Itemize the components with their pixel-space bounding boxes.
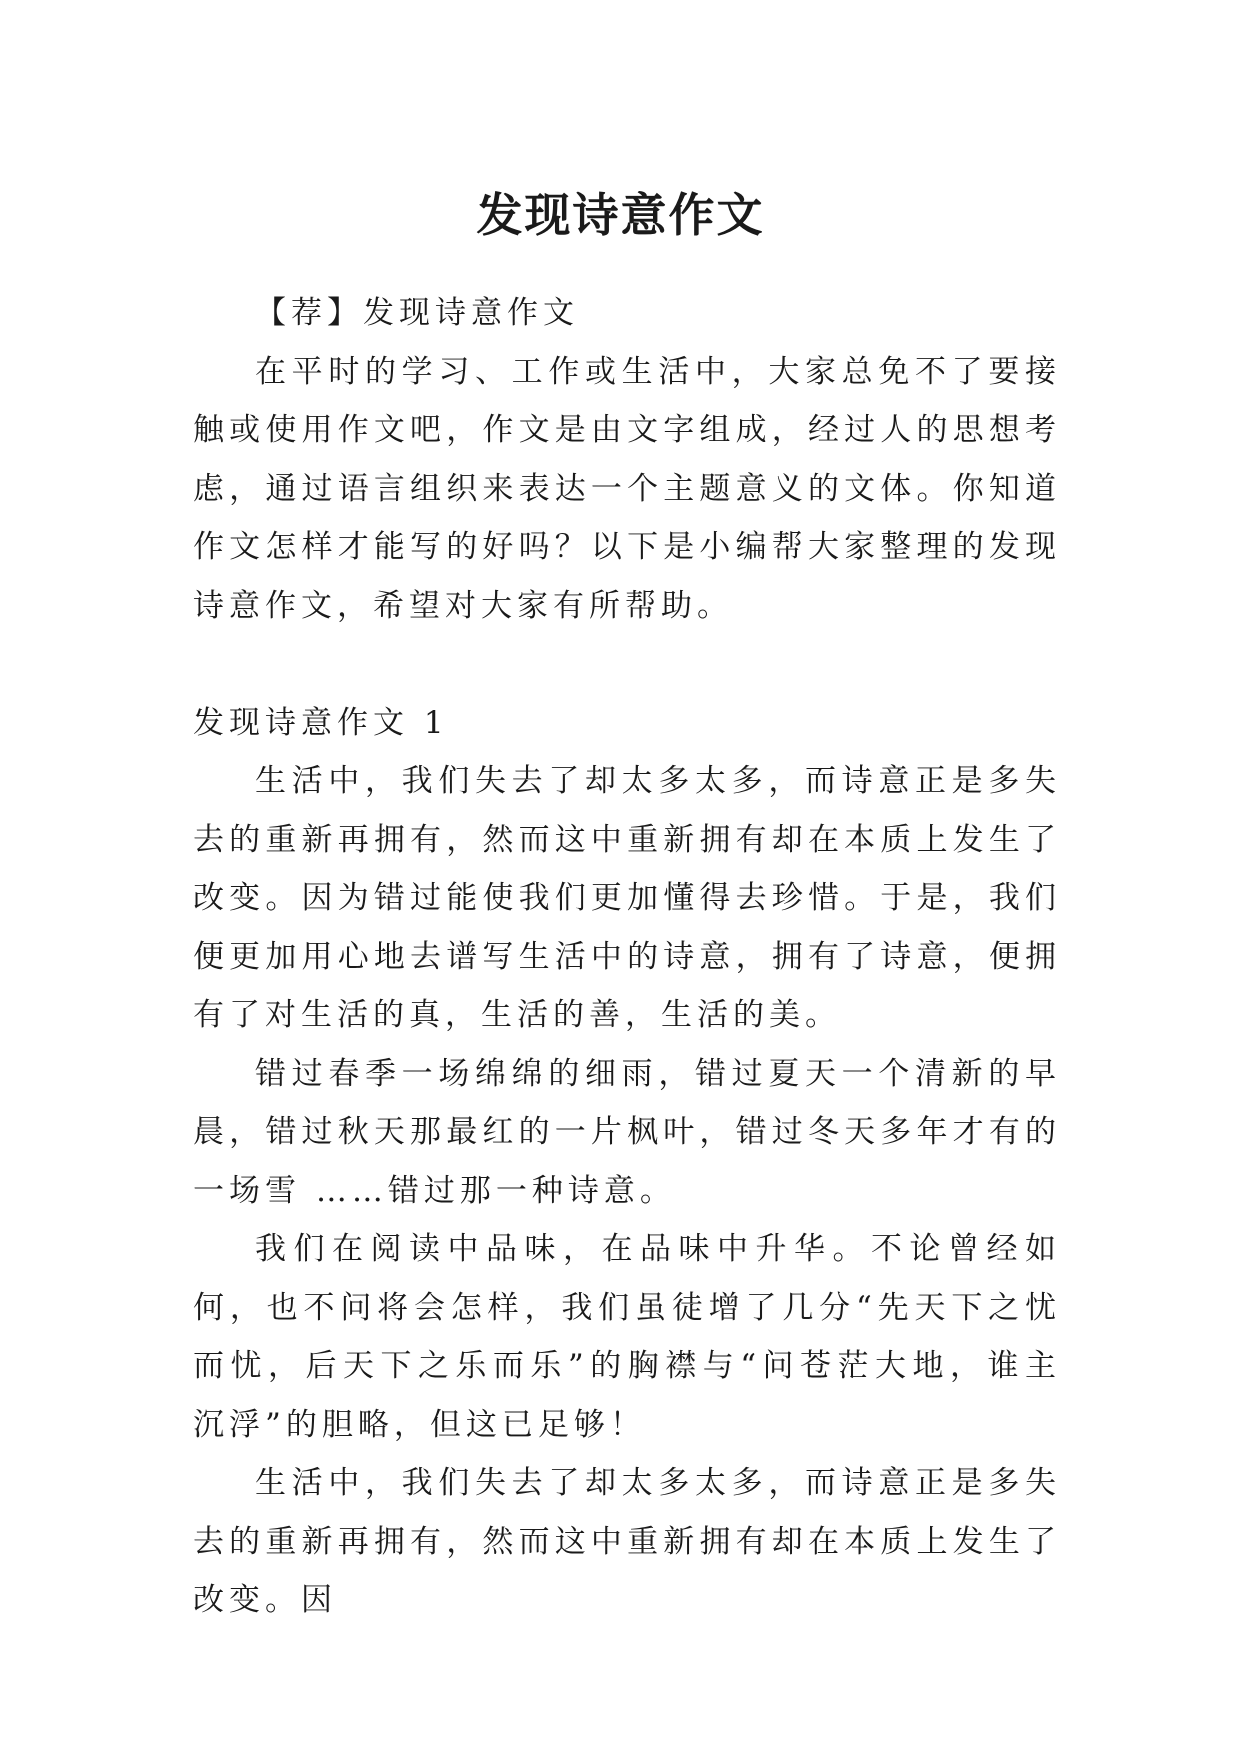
document-body [193,284,1061,1630]
body-paragraph: 错过春季一场绵绵的细雨，错过夏天一个清新的早晨，错过秋天那最红的一片枫叶，错过冬天多年才有的一场雪 ……错过那一种诗意。 [193,1055,1061,1209]
essay-subheading: 发现诗意作文 1 [193,704,449,741]
recommend-heading: 【荐】发现诗意作文 [255,295,579,331]
blank-line [193,635,1061,694]
body-paragraph: 生活中，我们失去了却太多太多，而诗意正是多失去的重新再拥有，然而这中重新拥有却在本质上发生了改变。因 [193,1465,1061,1618]
document-title: 发现诗意作文 [476,187,765,242]
body-paragraph: 生活中，我们失去了却太多太多，而诗意正是多失去的重新再拥有，然而这中重新拥有却在本质上发生了改变。因为错过能使我们更加懂得去珍惜。于是，我们便更加用心地去谱写生活中的诗意，拥有了诗意，便拥有了对生活的真，生活的善，生活的美。 [193,763,1061,1033]
body-paragraph: 我们在阅读中品味，在品味中升华。不论曾经如何，也不问将会怎样，我们虽徒增了几分“先天下之忧而忧，后天下之乐而乐”的胸襟与“问苍茫大地，谁主沉浮”的胆略，但这已足够！ [193,1231,1061,1443]
intro-paragraph: 在平时的学习、工作或生活中，大家总免不了要接触或使用作文吧，作文是由文字组成，经过人的思想考虑，通过语言组织来表达一个主题意义的文体。你知道作文怎样才能写的好吗？以下是小编帮大家整理的发现诗意作文，希望对大家有所帮助。 [193,353,1061,624]
